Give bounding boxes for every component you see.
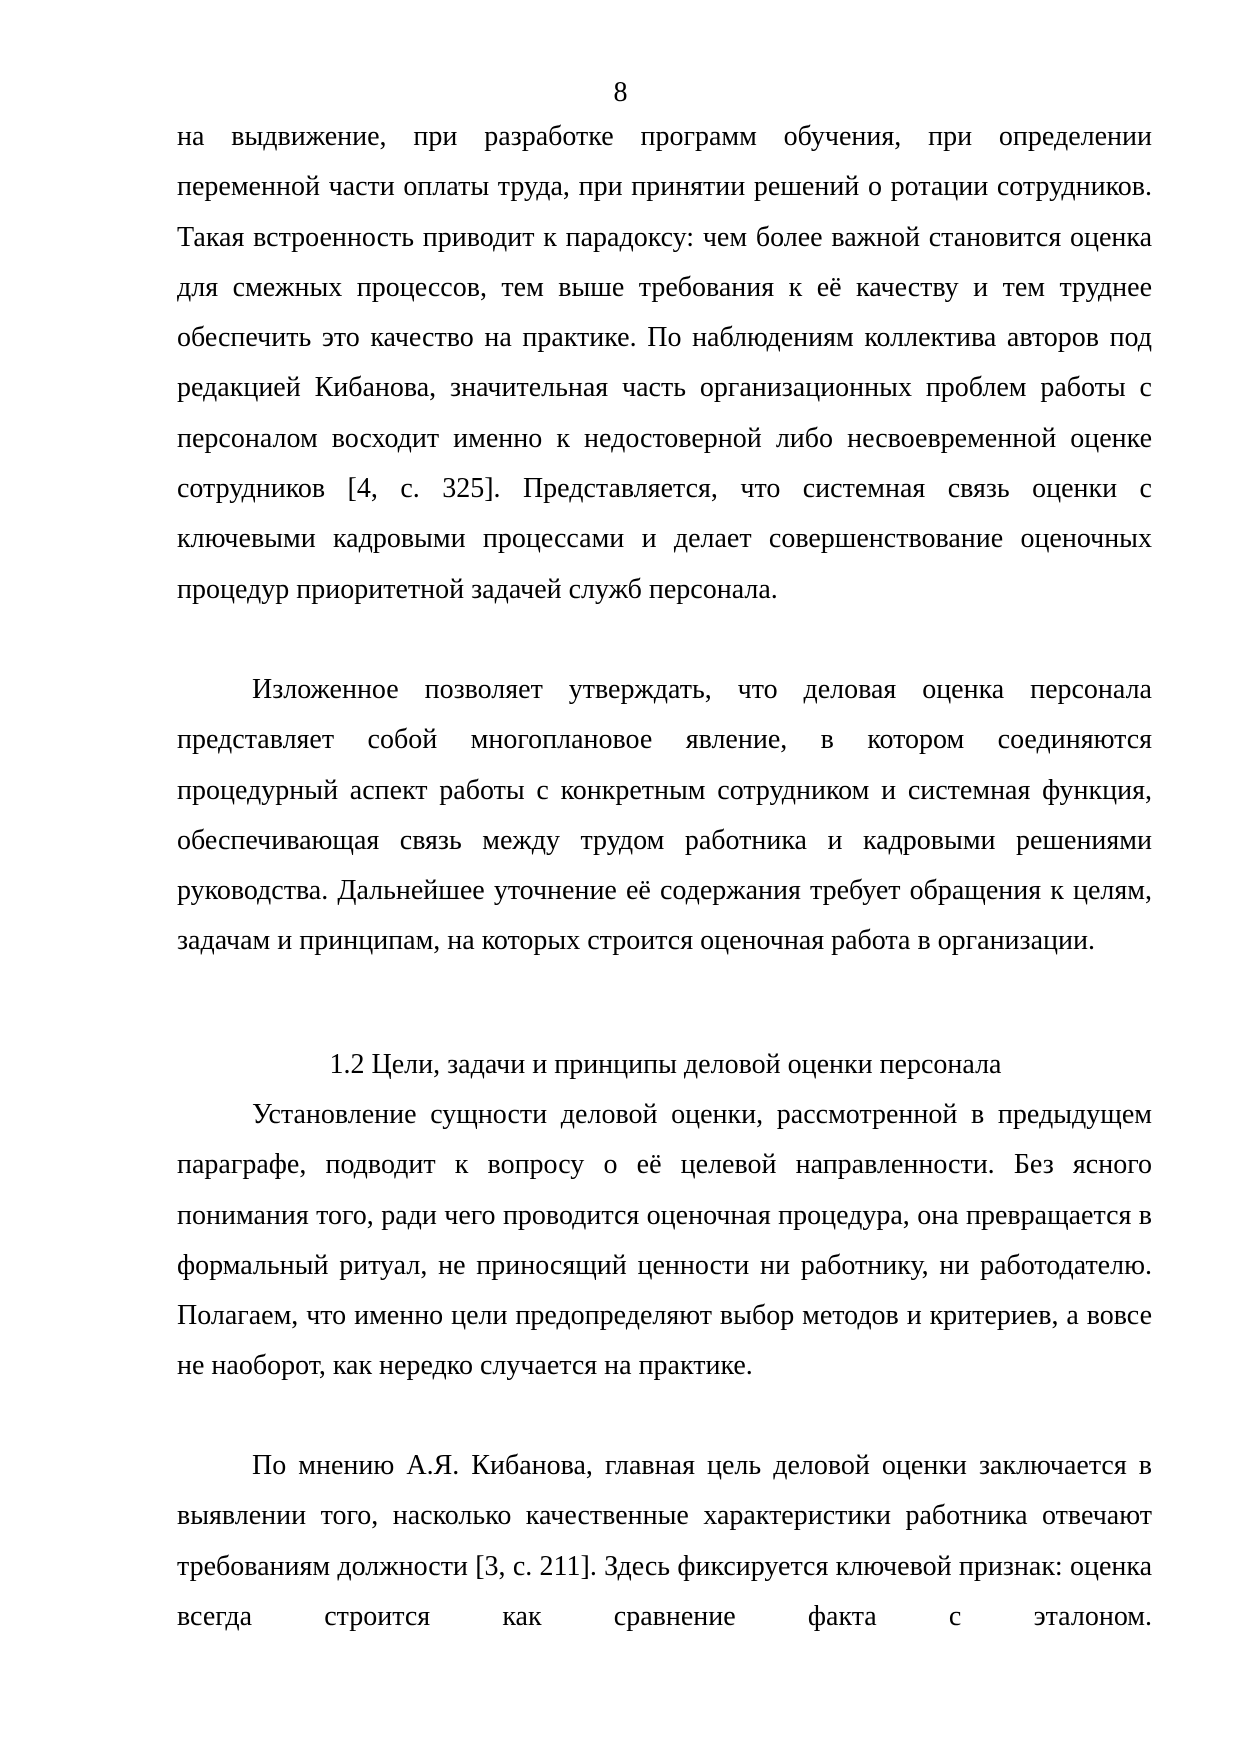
body-paragraph: Установление сущности деловой оценки, рассмотренной в предыдущем параграфе, подводит к вопросу о её целевой направленности. Без ясного понимания того, ради чего проводится оценочная процедура, она превращается в формальный ритуал, не приносящий ценности ни работнику, ни работодателю. Полагаем, что именно цели предопределяют выбор методов и критериев, а вовсе не наоборот, как нередко случается на практике. — [177, 1099, 1152, 1382]
body-paragraph: По мнению А.Я. Кибанова, главная цель деловой оценки заключается в выявлении того, насколько качественные характеристики работника отвечают требованиям должности [3, с. 211]. Здесь фиксируется ключевой признак: оценка всегда строится как сравнение факта с эталоном. — [177, 1450, 1152, 1632]
section-heading: 1.2 Цели, задачи и принципы деловой оценки персонала — [329, 1049, 1002, 1080]
page-number: 8 — [613, 77, 628, 108]
paragraph-kibanov — [177, 1441, 1152, 1642]
body-paragraph: на выдвижение, при разработке программ обучения, при определении переменной части оплаты труда, при принятии решений о ротации сотрудников. Такая встроенность приводит к парадоксу: чем более важной становится оценка для смежных процессов, тем выше требования к её качеству и тем труднее обеспечить это качество на практике. По наблюдениям коллектива авторов под редакцией Кибанова, значительная часть организационных проблем работы с персоналом восходит именно к недостоверной либо несвоевременной оценке сотрудников [4, с. 325]. Представляется, что системная связь оценки с ключевыми кадровыми процессами и делает совершенствование оценочных процедур приоритетной задачей служб персонала. — [177, 121, 1152, 605]
paragraph-section-intro — [177, 1090, 1152, 1392]
paragraph-continuation — [177, 112, 1152, 615]
paragraph-summary — [177, 665, 1152, 967]
body-paragraph: Изложенное позволяет утверждать, что деловая оценка персонала представляет собой многоплановое явление, в котором соединяются процедурный аспект работы с конкретным сотрудником и системная функция, обеспечивающая связь между трудом работника и кадровыми решениями руководства. Дальнейшее уточнение её содержания требует обращения к целям, задачам и принципам, на которых строится оценочная работа в организации. — [177, 674, 1152, 957]
